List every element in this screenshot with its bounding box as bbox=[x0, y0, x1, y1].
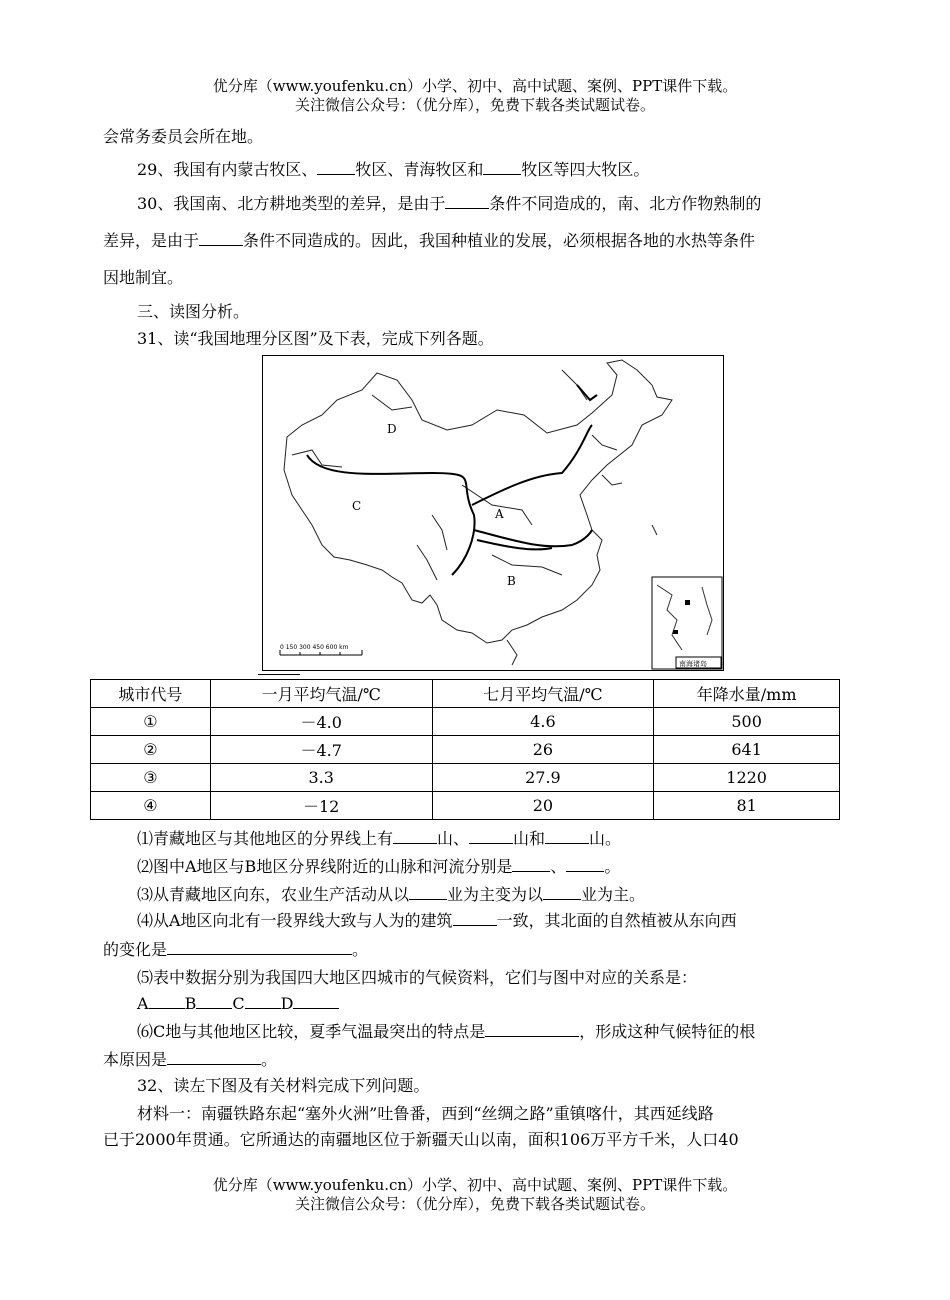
climate-table bbox=[90, 679, 840, 820]
inset-label: 南海诸岛 bbox=[679, 660, 707, 668]
table-cell: ② bbox=[91, 736, 211, 764]
subquestion-6-line-2 bbox=[103, 1047, 853, 1070]
blank[interactable] bbox=[196, 993, 232, 1009]
material-1-line-1: 材料一：南疆铁路东起“塞外火洲”吐鲁番，西到“丝绸之路”重镇喀什，其西延线路 bbox=[137, 1104, 714, 1123]
blank[interactable] bbox=[512, 856, 550, 872]
blank[interactable] bbox=[469, 828, 513, 844]
blank[interactable] bbox=[199, 230, 243, 246]
s2-text-a: ⑵图中A地区与B地区分界线附近的山脉和河流分别是 bbox=[137, 857, 513, 876]
subquestion-5: ⑸表中数据分别为我国四大地区四城市的气候资料，它们与图中对应的关系是： bbox=[137, 968, 698, 987]
china-region-map bbox=[262, 355, 724, 671]
blank[interactable] bbox=[409, 884, 447, 900]
region-label-a: A bbox=[495, 507, 504, 521]
table-cell: 1220 bbox=[654, 764, 840, 792]
s1-text-c: 山和 bbox=[513, 829, 546, 848]
table-header: 七月平均气温/℃ bbox=[432, 680, 654, 708]
blank[interactable] bbox=[566, 856, 604, 872]
s2-text-c: 。 bbox=[604, 857, 621, 876]
blank[interactable] bbox=[245, 993, 281, 1009]
table-cell: ③ bbox=[91, 764, 211, 792]
continuation-line: 会常务委员会所在地。 bbox=[103, 127, 264, 146]
table-cell: －4.0 bbox=[210, 708, 432, 736]
header-line-2: 关注微信公众号：（优分库），免费下载各类试题试卷。 bbox=[294, 96, 655, 114]
s1-text-b: 山、 bbox=[437, 829, 470, 848]
table-cell: 4.6 bbox=[432, 708, 654, 736]
question-30-line-3: 因地制宜。 bbox=[103, 268, 184, 287]
question-29 bbox=[137, 157, 853, 180]
s1-text-a: ⑴青藏地区与其他地区的分界线上有 bbox=[137, 829, 394, 848]
s1-text-d: 山。 bbox=[589, 829, 622, 848]
table-row bbox=[91, 736, 840, 764]
footer-line-2: 关注微信公众号：（优分库），免费下载各类试题试卷。 bbox=[294, 1195, 655, 1213]
table-cell: 26 bbox=[432, 736, 654, 764]
table-cell: 81 bbox=[654, 792, 840, 820]
s4-text-b: 一致，其北面的自然植被从东向西 bbox=[496, 911, 737, 930]
map-underline bbox=[258, 674, 300, 675]
blank[interactable] bbox=[167, 939, 352, 955]
s6-text-a: ⑹C地与其他地区比较，夏季气温最突出的特点是 bbox=[137, 1022, 486, 1041]
s3-text-c: 业为主。 bbox=[581, 885, 646, 904]
blank[interactable] bbox=[453, 910, 497, 926]
table-header: 一月平均气温/℃ bbox=[210, 680, 432, 708]
table-cell: ① bbox=[91, 708, 211, 736]
subquestion-6-line-1 bbox=[137, 1019, 853, 1042]
blank[interactable] bbox=[167, 1049, 261, 1065]
blank[interactable] bbox=[445, 193, 489, 209]
blank[interactable] bbox=[149, 993, 185, 1009]
q29-text-c: 牧区等四大牧区。 bbox=[521, 160, 650, 179]
region-label-b: B bbox=[507, 574, 516, 588]
table-cell: 500 bbox=[654, 708, 840, 736]
s5-label-c: C bbox=[232, 994, 245, 1013]
q30-text-c: 差异，是由于 bbox=[103, 231, 200, 250]
table-cell: ④ bbox=[91, 792, 211, 820]
region-label-d: D bbox=[387, 422, 397, 436]
s4-text-a: ⑷从A地区向北有一段界线大致与人为的建筑 bbox=[137, 911, 453, 930]
table-cell: －12 bbox=[210, 792, 432, 820]
table-row bbox=[91, 708, 840, 736]
s5-label-d: D bbox=[280, 994, 294, 1013]
material-1-line-2: 已于2000年贯通。它所通达的南疆地区位于新疆天山以南，面积106万平方千米，人口40 bbox=[103, 1130, 739, 1149]
subquestion-1 bbox=[137, 826, 853, 849]
q29-text-a: 29、我国有内蒙古牧区、 bbox=[137, 160, 318, 179]
table-cell: 641 bbox=[654, 736, 840, 764]
s6-text-c: 本原因是 bbox=[103, 1050, 168, 1069]
blank[interactable] bbox=[485, 1021, 579, 1037]
s4-text-d: 。 bbox=[352, 940, 369, 959]
q30-text-a: 30、我国南、北方耕地类型的差异，是由于 bbox=[137, 194, 446, 213]
map-scale-text: 0 150 300 450 600 km bbox=[280, 644, 349, 651]
subquestion-4-line-1 bbox=[137, 908, 853, 931]
south-china-sea-inset bbox=[652, 577, 722, 669]
s3-text-a: ⑶从青藏地区向东，农业生产活动从以 bbox=[137, 885, 410, 904]
blank[interactable] bbox=[293, 993, 339, 1009]
blank[interactable] bbox=[543, 884, 581, 900]
table-cell: 3.3 bbox=[210, 764, 432, 792]
table-header: 城市代号 bbox=[91, 680, 211, 708]
s3-text-b: 业为主变为以 bbox=[447, 885, 544, 904]
table-cell: 27.9 bbox=[432, 764, 654, 792]
subquestion-5-answers bbox=[137, 993, 853, 1013]
table-cell: 20 bbox=[432, 792, 654, 820]
s2-text-b: 、 bbox=[550, 857, 567, 876]
s5-label-a: A bbox=[137, 994, 149, 1013]
blank[interactable] bbox=[483, 159, 521, 175]
subquestion-2 bbox=[137, 854, 853, 877]
subquestion-3 bbox=[137, 882, 853, 905]
region-label-c: C bbox=[352, 499, 362, 513]
table-row bbox=[91, 764, 840, 792]
s4-text-c: 的变化是 bbox=[103, 940, 168, 959]
question-32: 32、读左下图及有关材料完成下列问题。 bbox=[137, 1076, 430, 1095]
blank[interactable] bbox=[317, 159, 355, 175]
section-3-heading: 三、读图分析。 bbox=[137, 302, 250, 321]
s6-text-d: 。 bbox=[261, 1050, 278, 1069]
question-30-line-1 bbox=[137, 191, 853, 214]
blank[interactable] bbox=[545, 828, 589, 844]
s6-text-b: ，形成这种气候特征的根 bbox=[579, 1022, 756, 1041]
table-row bbox=[91, 792, 840, 820]
table-cell: －4.7 bbox=[210, 736, 432, 764]
question-30-line-2 bbox=[103, 228, 853, 251]
s5-label-b: B bbox=[184, 994, 197, 1013]
header-line-1: 优分库（www.youfenku.cn）小学、初中、高中试题、案例、PPT课件下载。 bbox=[212, 77, 738, 95]
table-header-row bbox=[91, 680, 840, 708]
subquestion-4-line-2 bbox=[103, 937, 853, 960]
q30-text-b: 条件不同造成的，南、北方作物熟制的 bbox=[489, 194, 762, 213]
table-header: 年降水量/mm bbox=[654, 680, 840, 708]
footer-line-1: 优分库（www.youfenku.cn）小学、初中、高中试题、案例、PPT课件下载。 bbox=[212, 1176, 738, 1194]
question-31: 31、读“我国地理分区图”及下表，完成下列各题。 bbox=[137, 329, 494, 348]
q30-text-d: 条件不同造成的。因此，我国种植业的发展，必须根据各地的水热等条件 bbox=[243, 231, 756, 250]
blank[interactable] bbox=[393, 828, 437, 844]
q29-text-b: 牧区、青海牧区和 bbox=[355, 160, 484, 179]
